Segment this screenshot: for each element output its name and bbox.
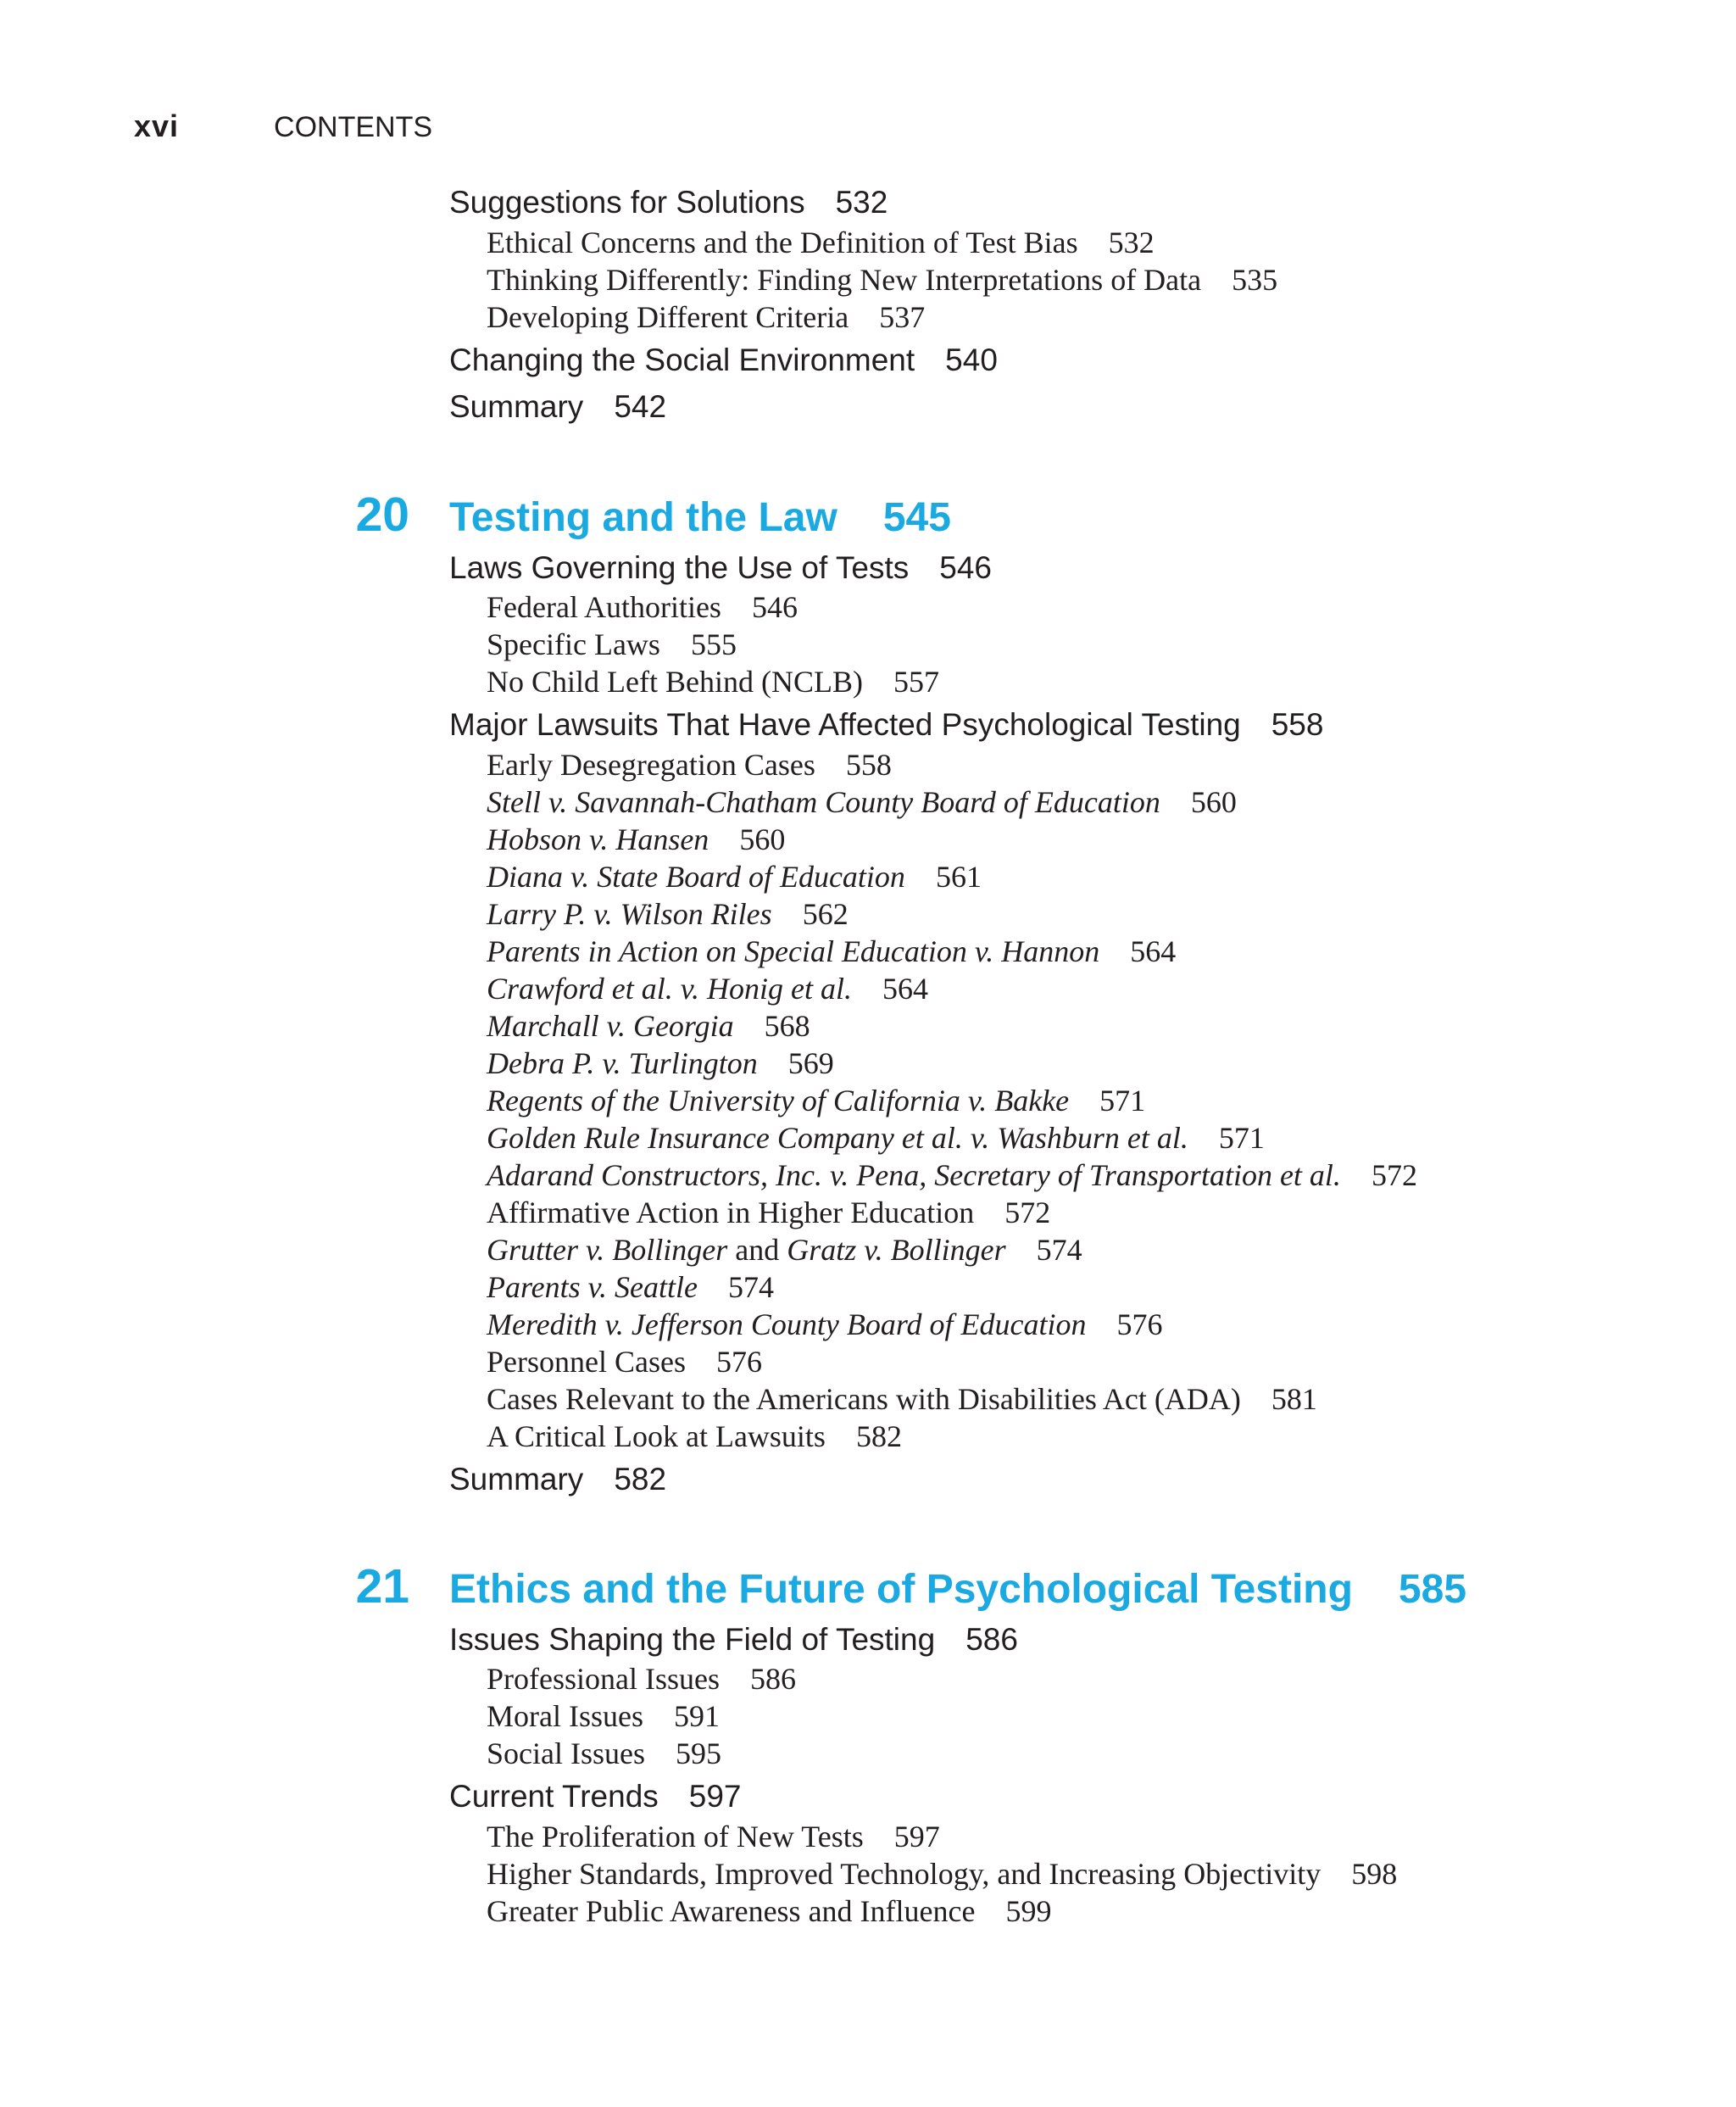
toc-entry-case[interactable]: Parents in Action on Special Education v. Hannon 564 [487, 934, 1177, 968]
page-number: 572 [1371, 1158, 1417, 1192]
toc-entry-section[interactable]: Major Lawsuits That Have Affected Psychological Testing 558 [449, 707, 1324, 742]
page-number: 562 [802, 897, 849, 931]
page-number: 555 [690, 627, 737, 661]
toc-entry-case[interactable]: Grutter v. Bollinger and Gratz v. Bollinger 574 [487, 1233, 1082, 1267]
page-number: 572 [1004, 1196, 1051, 1229]
page-number: 571 [1218, 1121, 1265, 1155]
toc-entry-section[interactable]: Summary 582 [449, 1462, 667, 1497]
page-number: 598 [1351, 1857, 1398, 1891]
page-folio: xvi [134, 109, 180, 143]
page-number: 591 [673, 1699, 720, 1733]
toc-entry-case[interactable]: Larry P. v. Wilson Riles 562 [487, 897, 849, 931]
toc-entry-subsection[interactable]: Higher Standards, Improved Technology, and Increasing Objectivity 598 [487, 1857, 1398, 1891]
chapter-number: 20 [355, 488, 409, 542]
toc-entry-subsection[interactable]: A Critical Look at Lawsuits 582 [487, 1419, 902, 1453]
page-number: 597 [893, 1820, 940, 1853]
chapter-title[interactable]: Testing and the Law 545 [449, 495, 951, 540]
toc-entry-section[interactable]: Current Trends 597 [449, 1779, 742, 1814]
page-number: 542 [614, 389, 667, 424]
toc-entry-subsection[interactable]: Affirmative Action in Higher Education 572 [487, 1196, 1051, 1229]
page-number: 537 [879, 300, 926, 334]
page-number: 571 [1099, 1084, 1146, 1118]
page-number: 560 [1190, 785, 1237, 819]
toc-entry-subsection[interactable]: Thinking Differently: Finding New Interpretations of Data 535 [487, 263, 1278, 297]
chapter-page-number: 545 [882, 495, 951, 540]
page-number: 582 [614, 1462, 667, 1497]
toc-entry-case[interactable]: Debra P. v. Turlington 569 [487, 1046, 834, 1080]
toc-entry-subsection[interactable]: Early Desegregation Cases 558 [487, 748, 892, 782]
page-number: 574 [1036, 1233, 1082, 1267]
toc-entry-case[interactable]: Meredith v. Jefferson County Board of Education 576 [487, 1307, 1163, 1341]
toc-entry-case[interactable]: Golden Rule Insurance Company et al. v. Washburn et al. 571 [487, 1121, 1265, 1155]
toc-entry-subsection[interactable]: Cases Relevant to the Americans with Disabilities Act (ADA) 581 [487, 1382, 1317, 1416]
toc-entry-case[interactable]: Marchall v. Georgia 568 [487, 1009, 810, 1043]
toc-entry-section[interactable]: Issues Shaping the Field of Testing 586 [449, 1622, 1018, 1657]
toc-entry-subsection[interactable]: Professional Issues 586 [487, 1662, 796, 1696]
page-number: 535 [1232, 263, 1278, 297]
page-number: 574 [727, 1270, 774, 1304]
toc-entry-case[interactable]: Crawford et al. v. Honig et al. 564 [487, 972, 928, 1006]
page-number: 546 [939, 550, 992, 585]
page-number: 597 [688, 1779, 742, 1814]
toc-entry-section[interactable]: Changing the Social Environment 540 [449, 343, 998, 377]
page-number: 568 [764, 1009, 810, 1043]
page-number: 557 [893, 665, 939, 699]
chapter-page-number: 585 [1398, 1567, 1467, 1612]
page-number: 599 [1005, 1894, 1052, 1928]
toc-entry-case[interactable]: Regents of the University of California v. Bakke 571 [487, 1084, 1146, 1118]
page-number: 581 [1271, 1382, 1317, 1416]
toc-entry-subsection[interactable]: Greater Public Awareness and Influence 599 [487, 1894, 1052, 1928]
page-number: 558 [845, 748, 892, 782]
page-number: 569 [787, 1046, 834, 1080]
page-number: 564 [1130, 934, 1177, 968]
running-head [134, 109, 432, 151]
toc-entry-subsection[interactable]: Federal Authorities 546 [487, 590, 798, 624]
toc-entry-case[interactable]: Hobson v. Hansen 560 [487, 822, 786, 856]
toc-entry-subsection[interactable]: No Child Left Behind (NCLB) 557 [487, 665, 939, 699]
toc-entry-case[interactable]: Adarand Constructors, Inc. v. Pena, Secretary of Transportation et al. 572 [487, 1158, 1417, 1192]
chapter-number: 21 [355, 1559, 409, 1614]
toc-entry-subsection[interactable]: Specific Laws 555 [487, 627, 737, 661]
toc-entry-subsection[interactable]: Social Issues 595 [487, 1736, 721, 1770]
toc-entry-subsection[interactable]: Personnel Cases 576 [487, 1345, 762, 1379]
page-number: 558 [1271, 707, 1324, 742]
chapter-title[interactable]: Ethics and the Future of Psychological Testing 585 [449, 1567, 1467, 1612]
toc-entry-subsection[interactable]: Developing Different Criteria 537 [487, 300, 926, 334]
page-number: 576 [715, 1345, 762, 1379]
toc-entry-section[interactable]: Summary 542 [449, 389, 667, 424]
page-number: 560 [739, 822, 786, 856]
page-number: 561 [935, 860, 982, 894]
page-number: 595 [675, 1736, 721, 1770]
page-number: 564 [882, 972, 928, 1006]
page-number: 532 [835, 185, 888, 220]
toc-entry-section[interactable]: Laws Governing the Use of Tests 546 [449, 550, 992, 585]
page-number: 582 [855, 1419, 902, 1453]
page-number: 546 [751, 590, 798, 624]
toc-entry-subsection[interactable]: The Proliferation of New Tests 597 [487, 1820, 940, 1853]
toc-entry-subsection[interactable]: Ethical Concerns and the Definition of Test Bias 532 [487, 226, 1155, 259]
toc-entry-subsection[interactable]: Moral Issues 591 [487, 1699, 720, 1733]
page-number: 586 [749, 1662, 796, 1696]
page-number: 576 [1116, 1307, 1163, 1341]
page-number: 586 [965, 1622, 1018, 1657]
toc-entry-case[interactable]: Stell v. Savannah-Chatham County Board of Education 560 [487, 785, 1237, 819]
running-head-title: CONTENTS [274, 111, 433, 143]
toc-entry-case[interactable]: Parents v. Seattle 574 [487, 1270, 774, 1304]
toc-entry-section[interactable]: Suggestions for Solutions 532 [449, 185, 888, 220]
page-number: 532 [1108, 226, 1155, 259]
page-number: 540 [945, 343, 998, 377]
toc-entry-case[interactable]: Diana v. State Board of Education 561 [487, 860, 982, 894]
